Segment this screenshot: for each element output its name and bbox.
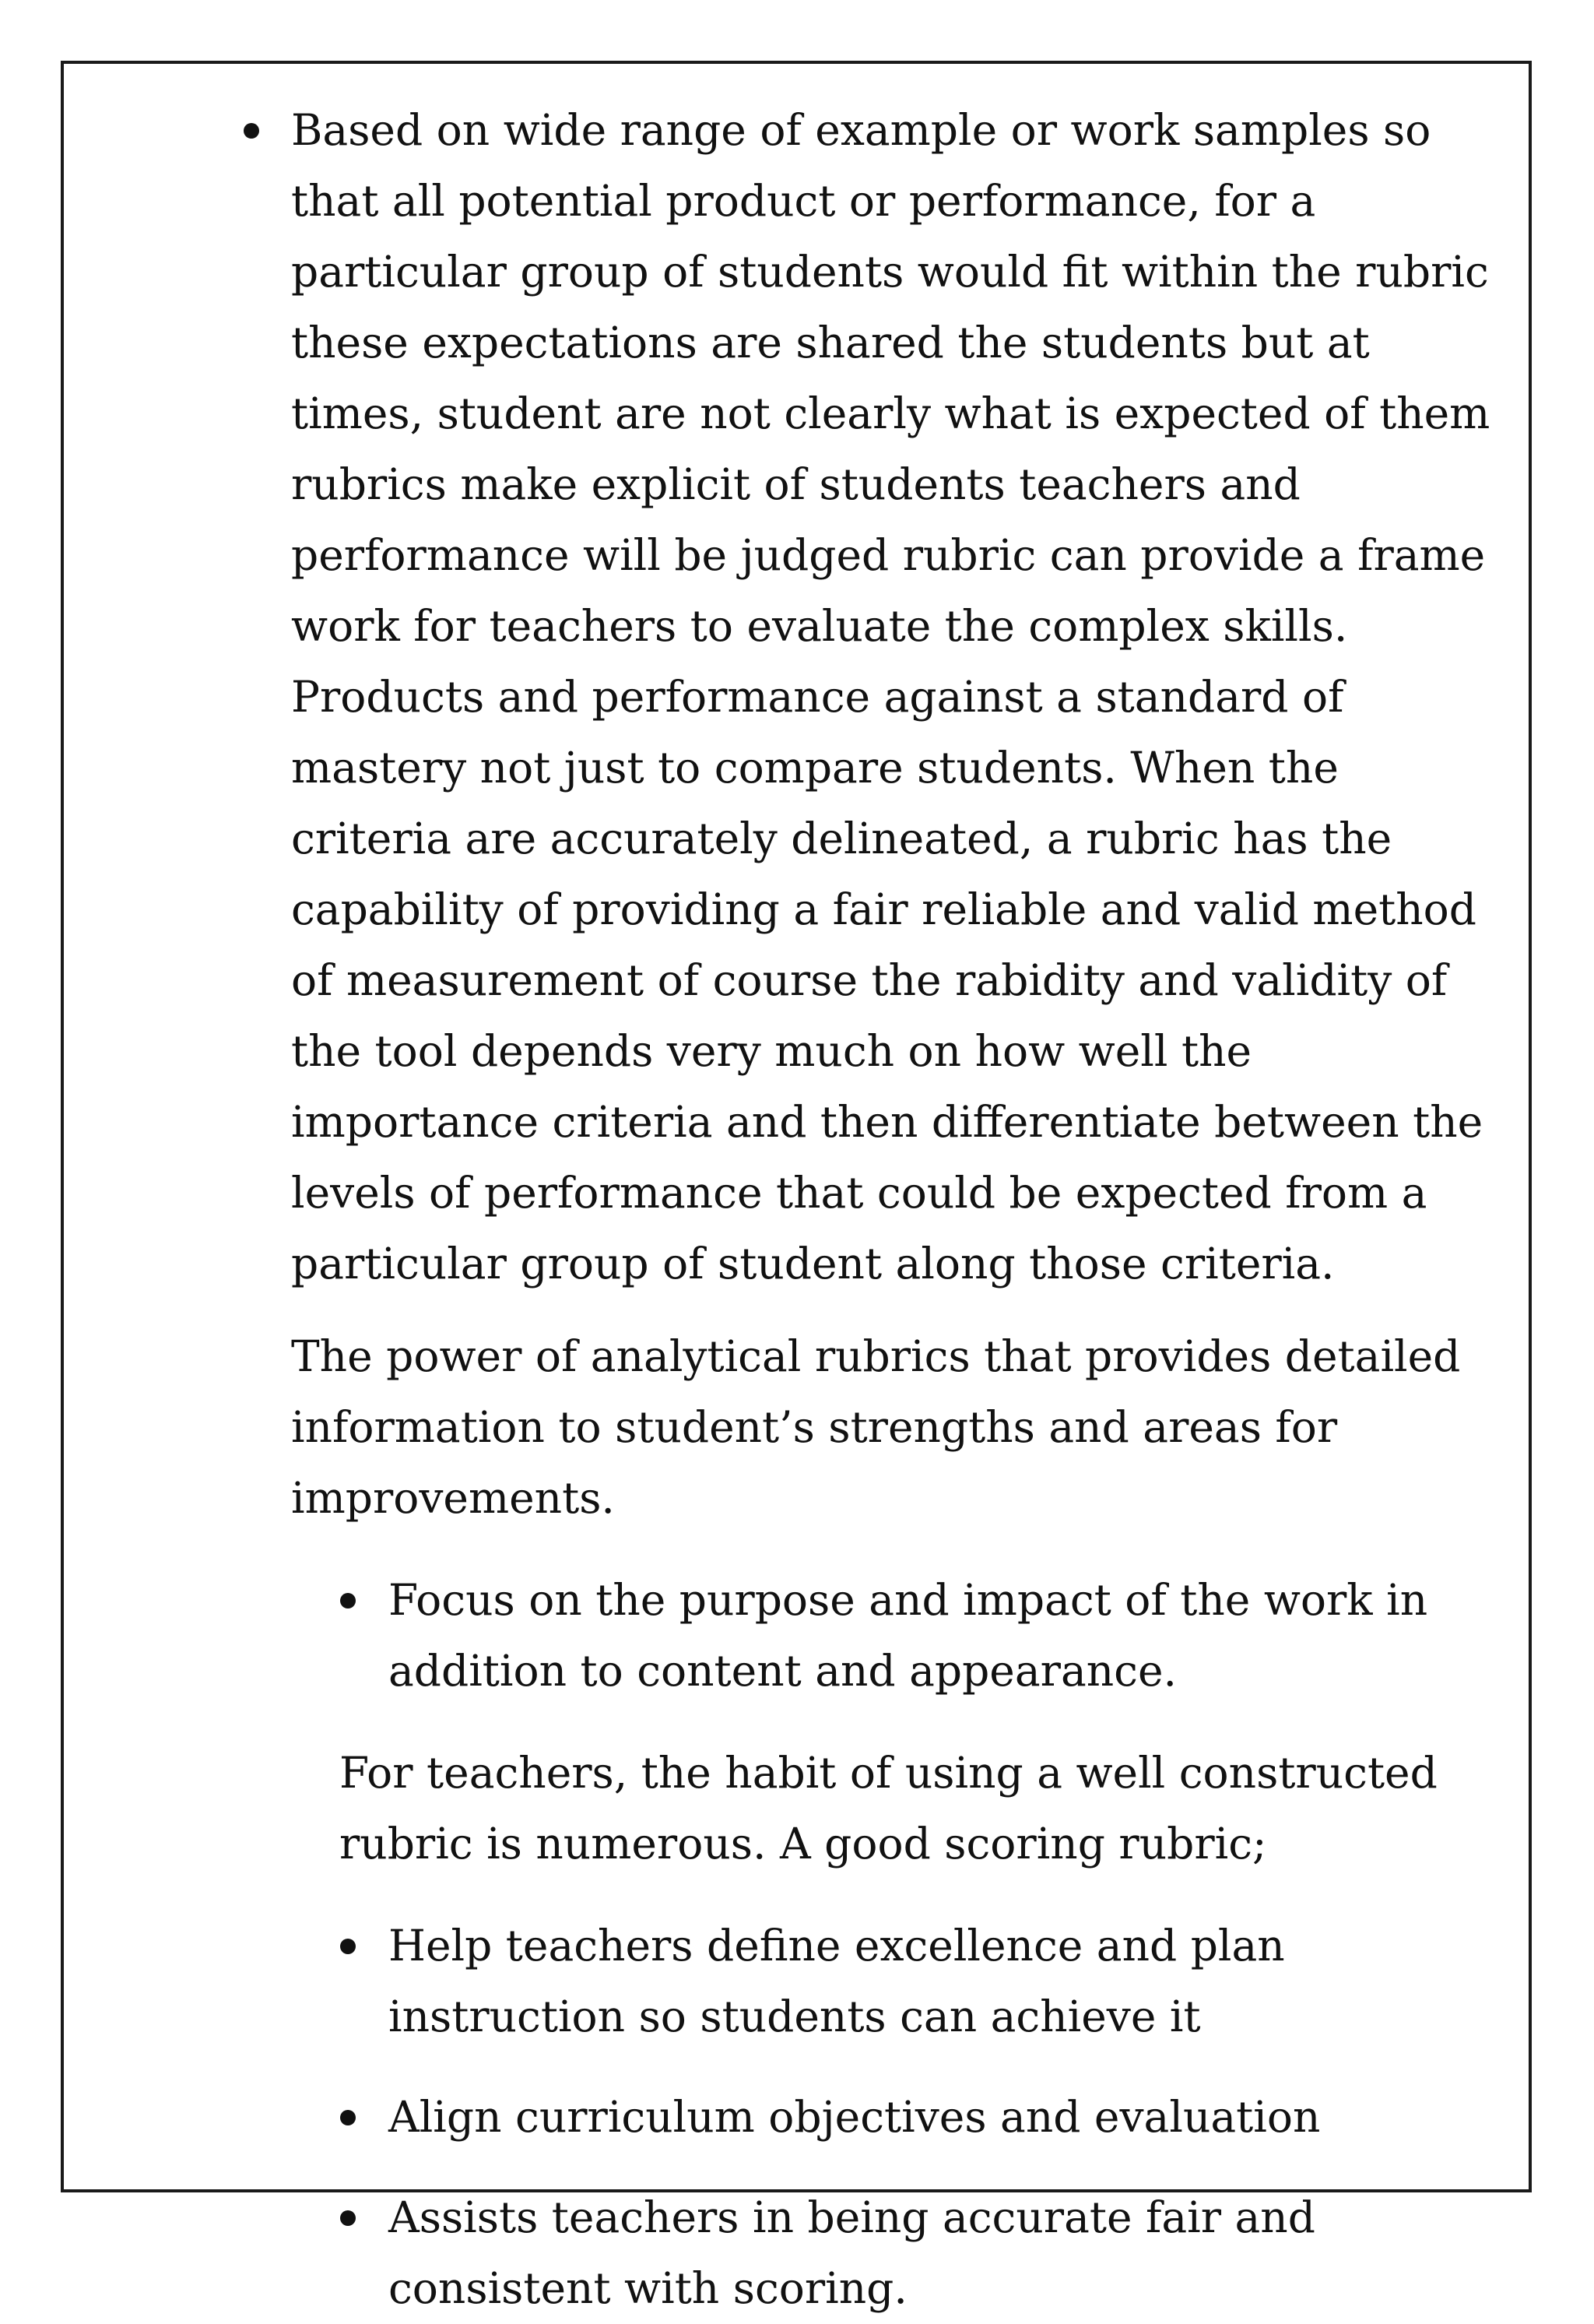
benefit-item-accurate-scoring xyxy=(233,2182,1510,2324)
bullet-icon xyxy=(340,1593,356,1609)
main-bullet-text: Based on wide range of example or work samples so that all potential product or performance, for a particular group of students would fit within the rubric these expectations are shared the students but at times, student are not clearly what is expected of them rubrics make explicit of students teachers and performance will be judged rubric can provide a frame work for teachers to evaluate the complex skills. Products and performance against a standard of mastery not just to compare students. When the criteria are accurately delineated, a rubric has the capability of providing a fair reliable and valid method of measurement of course the rabidity and validity of the tool depends very much on how well the importance criteria and then differentiate between the levels of performance that could be expected from a particular group of student along those criteria. xyxy=(291,105,1490,1289)
benefit-text: Assists teachers in being accurate fair and consistent with scoring. xyxy=(388,2192,1315,2313)
benefit-item-align-curriculum xyxy=(233,2082,1510,2153)
bullet-icon xyxy=(340,2110,356,2125)
bullet-icon xyxy=(340,2210,356,2226)
bullet-icon xyxy=(244,123,259,139)
teachers-paragraph: For teachers, the habit of using a well constructed rubric is numerous. A good scoring rubric; xyxy=(339,1748,1438,1869)
document-body xyxy=(233,95,1510,2324)
benefit-text: Align curriculum objectives and evaluation xyxy=(388,2092,1321,2142)
bullet-icon xyxy=(340,1939,356,1954)
main-bullet-item xyxy=(233,95,1510,1299)
focus-bullet-item xyxy=(233,1565,1510,1707)
benefit-item-define-excellence xyxy=(233,1911,1510,2052)
focus-bullet-text: Focus on the purpose and impact of the work in addition to content and appearance. xyxy=(388,1575,1428,1696)
benefit-text: Help teachers define excellence and plan instruction so students can achieve it xyxy=(388,1921,1285,2041)
power-paragraph: The power of analytical rubrics that provides detailed information to student’s strengths and areas for improvements. xyxy=(291,1331,1461,1523)
